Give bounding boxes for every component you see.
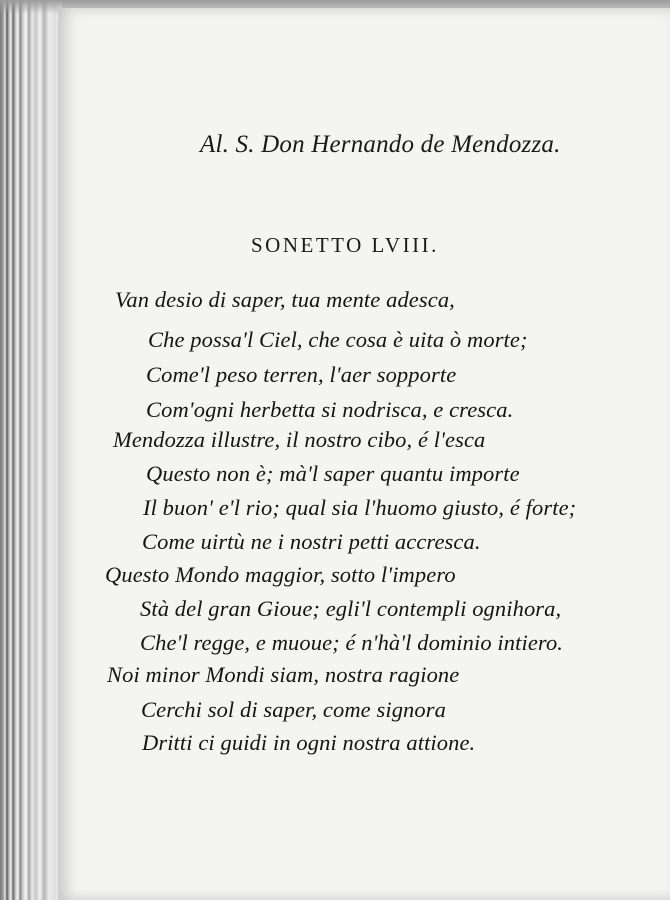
verse-line: Che'l regge, e muoue; é n'hà'l dominio intiero.: [140, 630, 564, 655]
verse-line: Com'ogni herbetta si nodrisca, e cresca.: [146, 397, 514, 422]
verse-line: Mendozza illustre, il nostro cibo, é l'esca: [113, 427, 486, 452]
dedication-heading: Al. S. Don Hernando de Mendozza.: [200, 131, 561, 158]
verse-line: Come'l peso terren, l'aer sopporte: [146, 362, 457, 387]
verse-line: Questo Mondo maggior, sotto l'impero: [105, 562, 456, 587]
sonnet-title: SONETTO LVIII.: [251, 233, 439, 257]
verse-line: Van desio di saper, tua mente adesca,: [115, 287, 455, 312]
verse-line: Stà del gran Gioue; egli'l contempli ognihora,: [140, 596, 562, 621]
verse-line: Cerchi sol di saper, come signora: [141, 697, 446, 722]
verse-line: Dritti ci guidi in ogni nostra attione.: [142, 730, 476, 755]
verse-line: Che possa'l Ciel, che cosa è uita ò morte;: [148, 327, 528, 352]
verse-line: Il buon' e'l rio; qual sia l'huomo giusto, é forte;: [143, 495, 577, 520]
verse-line: Come uirtù ne i nostri petti accresca.: [142, 529, 481, 554]
verse-line: Noi minor Mondi siam, nostra ragione: [107, 662, 460, 687]
verse-line: Questo non è; mà'l saper quantu importe: [146, 461, 520, 486]
